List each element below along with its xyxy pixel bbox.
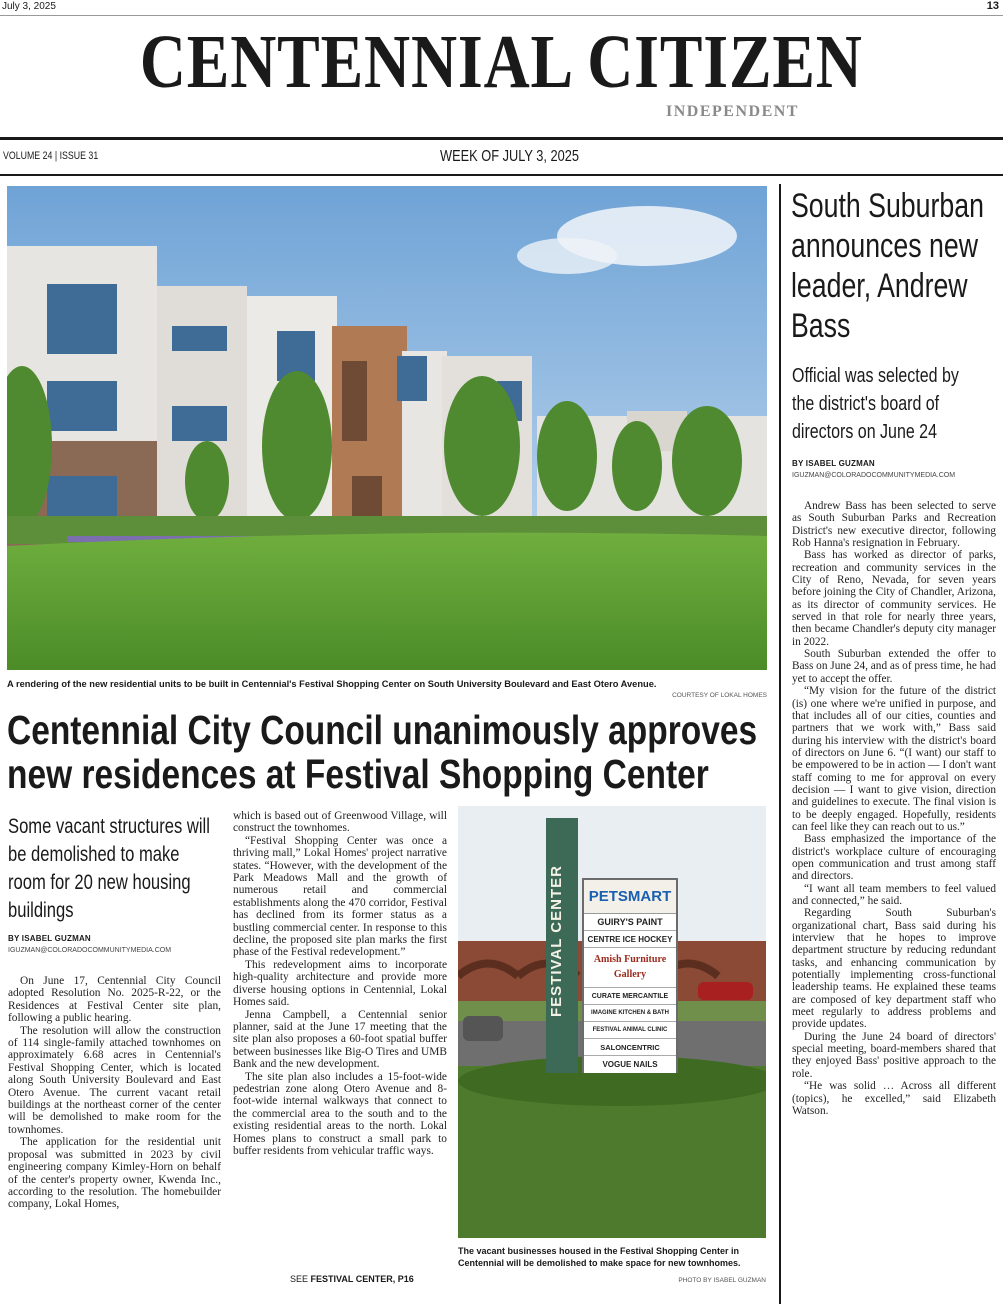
paragraph: During the June 24 board of directors' special meeting, board-members shared that they enjoyed Bass' positive approach to the role.: [792, 1030, 996, 1080]
main-subhead-wrap: [8, 813, 222, 925]
issue-date: July 3, 2025: [2, 1, 56, 12]
tenant-line: SALONCENTRIC: [584, 1039, 676, 1056]
petsmart-logo: PETSMART: [584, 880, 676, 914]
paragraph: which is based out of Greenwood Village, will construct the townhomes.: [233, 810, 447, 835]
paragraph: The site plan also includes a 15-foot-wide pedestrian zone along Otero Avenue and 8-foot-wide internal walkways that connect to the commercial area to the south and to the existing residential areas to the north. Lokal Homes plans to construct a small park to buffer residents from vehicular traffic ways.: [233, 1070, 447, 1157]
side-byline: BY ISABEL GUZMAN: [792, 459, 875, 468]
main-byline-email: IGUZMAN@COLORADOCOMMUNITYMEDIA.COM: [8, 947, 172, 954]
paragraph: Bass has worked as director of parks, recreation and community services in the City of Reno, Nevada, for seven years before joining the City of Chandler, Arizona, as its director of community services. He served in that role for nearly three years, then became Chandler's deputy city manager in 2022.: [792, 549, 996, 648]
paragraph: Bass emphasized the importance of the district's workplace culture of encouraging open communication and trust among staff and directors.: [792, 833, 996, 883]
main-photo-caption: A rendering of the new residential units to be built in Centennial's Festival Shopping Center on South University Boulevard and East Otero Avenue.: [7, 679, 657, 689]
main-subhead: Some vacant structures will be demolished to make room for 20 new housing buildings: [8, 815, 210, 922]
festival-sign-photo: [458, 806, 766, 1238]
side-story-body: [792, 500, 996, 1117]
tenant-line: IMAGINE KITCHEN & BATH: [584, 1005, 676, 1022]
tenant-sign-board: [582, 878, 678, 1073]
tenant-line: VOGUE NAILS: [584, 1056, 676, 1073]
paragraph: This redevelopment aims to incorporate high-quality architecture and provide more diverse housing options in Centennial, Lokal Homes said.: [233, 958, 447, 1009]
volume-issue: VOLUME 24 | ISSUE 31: [3, 150, 99, 162]
paragraph: “He was solid … Across all different (topics), he excelled,” said Elizabeth Watson.: [792, 1080, 996, 1117]
paragraph: Regarding South Suburban's organizational chart, Bass said during his interview that he hopes to improve department structure by reducing redundant tasks, and enhancing communication by potentially implementing cross-functional leadership teams. He explained these teams are composed of key department staff who meet regularly to address problems and provide updates.: [792, 907, 996, 1031]
paragraph: “I want all team members to feel valued and connected,” he said.: [792, 882, 996, 907]
sign-pole-text: FESTIVAL CENTER: [548, 865, 565, 1017]
week-of: WEEK OF JULY 3, 2025: [440, 148, 579, 165]
paragraph: “Festival Shopping Center was once a thriving mall,” Lokal Homes' project narrative states. “However, with the development of the Park Meadows Mall and the growth of numerous retail and commercial establishments along the 470 corridor, Festival has declined from its former status as a bustling commercial center. In response to this decline, the proposed site plan marks the first phase of the Festival redevelopment.”: [233, 834, 447, 959]
jump-reference[interactable]: [290, 1274, 414, 1284]
column-divider: [779, 184, 781, 1304]
tenant-line: FESTIVAL ANIMAL CLINIC: [584, 1022, 676, 1039]
paragraph: “My vision for the future of the district (is) one where we're unified in purpose, and that includes all of our cities, counties and partners that we work with,” Bass said during his interview with the district's board of directors on June 6. “(I want) our staff to be empowered to be in action — I don't want staff coming to me for approval on every decision — I want to give vision, direction and guidelines to execute. The final vision is to be deeply engaged. Hopefully, residents can feel like they can reach out to us.”: [792, 685, 996, 833]
masthead-tagline: INDEPENDENT: [666, 103, 799, 120]
main-headline: [7, 708, 777, 800]
masthead-title: CENTENNIAL CITIZEN: [140, 24, 863, 96]
tenant-line: CURATE MERCANTILE: [584, 988, 676, 1005]
jump-label: FESTIVAL CENTER, P16: [310, 1274, 414, 1284]
sign-photo-credit: PHOTO BY ISABEL GUZMAN: [678, 1277, 766, 1284]
jump-prefix: SEE: [290, 1274, 309, 1284]
tenant-line: CENTRE ICE HOCKEY: [584, 931, 676, 948]
page-number: 13: [986, 0, 999, 12]
top-divider: [0, 15, 1003, 16]
side-subhead-wrap: [792, 362, 1002, 446]
sign-pole: [548, 821, 576, 1071]
main-story-column-2: [233, 810, 447, 1157]
side-headline: South Suburban announces new leader, Andrew Bass: [791, 187, 984, 345]
headline-line-2: new residences at Festival Shopping Center: [7, 751, 709, 797]
headline-line-1: Centennial City Council unanimously approves: [7, 708, 758, 753]
dateline-rule: [0, 174, 1003, 176]
paragraph: Jenna Campbell, a Centennial senior planner, said at the June 17 meeting that the site plan also proposes a 60-foot spatial buffer between businesses like Big-O Tires and UMB Bank and the new development.: [233, 1008, 447, 1071]
side-byline-wrap: [792, 459, 955, 479]
main-byline-wrap: [8, 934, 171, 954]
paragraph: South Suburban extended the offer to Bass on June 24, and as of press time, he had yet to accept the offer.: [792, 648, 996, 685]
sign-photo-caption: The vacant businesses housed in the Festival Shopping Center in Centennial will be demolished to make space for new townhomes.: [458, 1246, 741, 1268]
main-story-column-1: [8, 975, 221, 1211]
paragraph: The resolution will allow the construction of 114 single-family attached townhomes on approximately 6.68 acres in Centennial's Festival Shopping Center, which is located along South University Boulevard and East Otero Avenue. The current vacant retail buildings at the northeast corner of the center will be demolished to make room for the townhomes.: [8, 1024, 221, 1136]
side-headline-wrap: [791, 186, 1003, 346]
paragraph: On June 17, Centennial City Council adopted Resolution No. 2025-R-22, or the Residences at Festival Center site plan, following a public hearing.: [8, 975, 221, 1025]
main-photo-credit: COURTESY OF LOKAL HOMES: [672, 692, 767, 699]
side-byline-email: IGUZMAN@COLORADOCOMMUNITYMEDIA.COM: [792, 472, 956, 479]
masthead-rule: [0, 137, 1003, 140]
side-subhead: Official was selected by the district's board of directors on June 24: [792, 365, 959, 443]
tenant-line: Amish Furniture Gallery: [584, 948, 676, 988]
tenant-line: GUIRY'S PAINT: [584, 914, 676, 931]
townhome-rendering-photo: [7, 186, 767, 670]
paragraph: The application for the residential unit proposal was submitted in 2023 by civil engineering company Kimley-Horn on behalf of the center's property owner, Kwenda Inc., according to the resolution. The homebuilder company, Lokal Homes,: [8, 1136, 221, 1211]
main-byline: BY ISABEL GUZMAN: [8, 934, 91, 943]
paragraph: Andrew Bass has been selected to serve as South Suburban Parks and Recreation District's new executive director, following Rob Hanna's resignation in February.: [792, 500, 996, 550]
